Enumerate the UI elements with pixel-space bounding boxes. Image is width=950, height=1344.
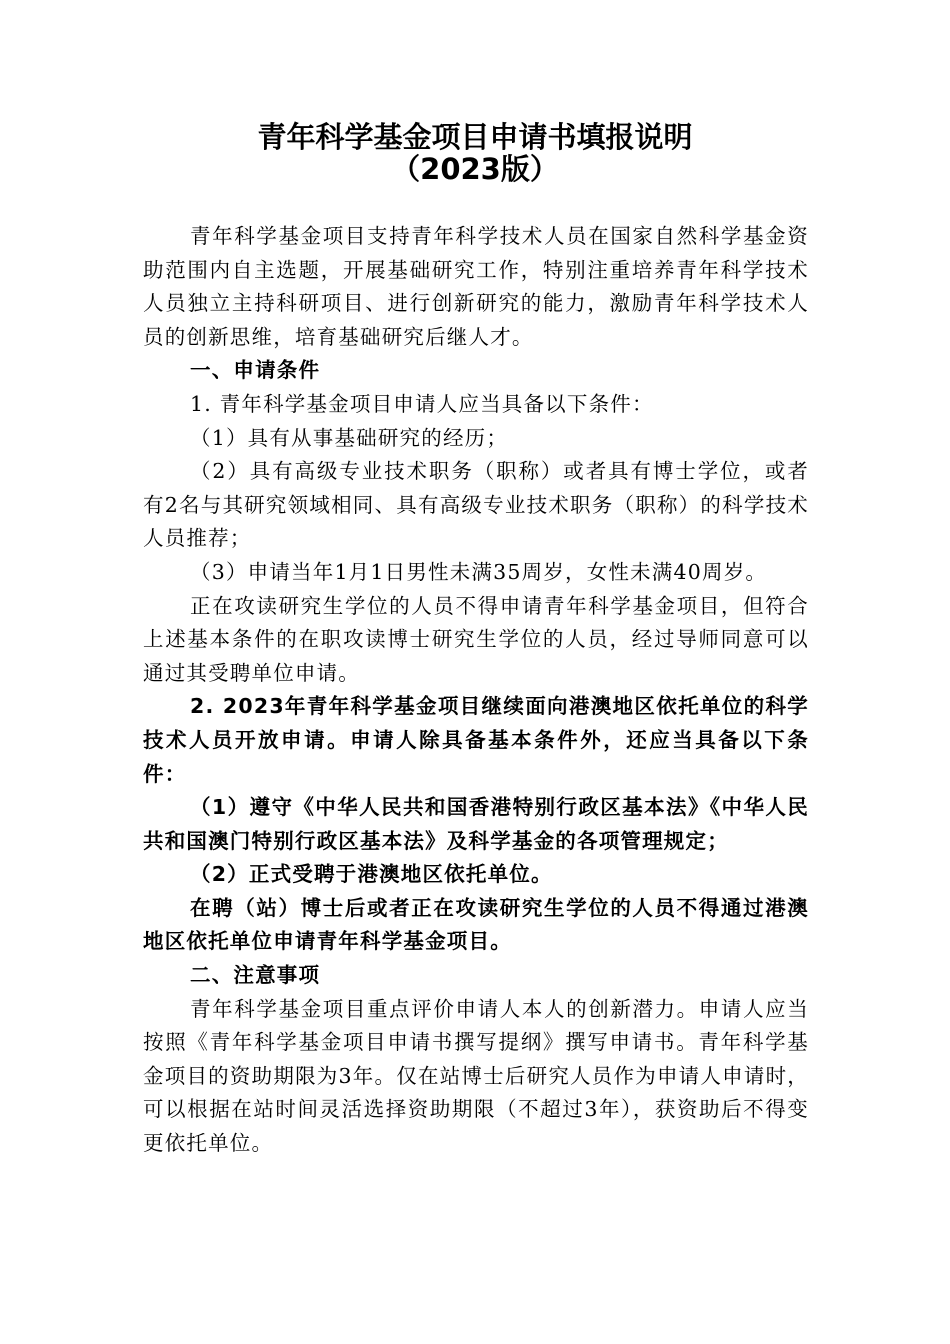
intro-paragraph: 青年科学基金项目支持青年科学技术人员在国家自然科学基金资助范围内自主选题，开展基础研究工作，特别注重培养青年科学技术人员独立主持科研项目、进行创新研究的能力，激励青年科学技术人员的创新思维，培育基础研究后继人才。 xyxy=(143,224,809,349)
hk-macao-condition-2: （2）正式受聘于港澳地区依托单位。 xyxy=(190,862,553,887)
condition-1: （1）具有从事基础研究的经历； xyxy=(190,425,509,450)
document-edition: （2023版） xyxy=(391,152,559,186)
hk-macao-condition-1: （1）遵守《中华人民共和国香港特别行政区基本法》《中华人民共和国澳门特别行政区基本法》及科学基金的各项管理规定； xyxy=(143,795,809,853)
condition-2: （2）具有高级专业技术职务（职称）或者具有博士学位，或者有2名与其研究领域相同、具有高级专业技术职务（职称）的科学技术人员推荐； xyxy=(143,459,809,551)
condition-3: （3）申请当年1月1日男性未满35周岁，女性未满40周岁。 xyxy=(190,559,768,584)
document-body xyxy=(143,220,809,1161)
hk-macao-restriction: 在聘（站）博士后或者正在攻读研究生学位的人员不得通过港澳地区依托单位申请青年科学基金项目。 xyxy=(143,895,809,954)
section-1-heading: 一、申请条件 xyxy=(190,358,321,383)
condition-item-1: 1. 青年科学基金项目申请人应当具备以下条件： xyxy=(190,391,654,416)
document-title: 青年科学基金项目申请书填报说明 xyxy=(257,120,693,154)
section-2-heading: 二、注意事项 xyxy=(190,963,321,988)
student-note: 正在攻读研究生学位的人员不得申请青年科学基金项目，但符合上述基本条件的在职攻读博士研究生学位的人员，经过导师同意可以通过其受聘单位申请。 xyxy=(143,593,809,685)
condition-item-2: 2. 2023年青年科学基金项目继续面向港澳地区依托单位的科学技术人员开放申请。申请人除具备基本条件外，还应当具备以下条件： xyxy=(143,694,809,786)
notes-paragraph: 青年科学基金项目重点评价申请人本人的创新潜力。申请人应当按照《青年科学基金项目申请书撰写提纲》撰写申请书。青年科学基金项目的资助期限为3年。仅在站博士后研究人员作为申请人申请时，可以根据在站时间灵活选择资助期限（不超过3年），获资助后不得变更依托单位。 xyxy=(143,996,809,1156)
